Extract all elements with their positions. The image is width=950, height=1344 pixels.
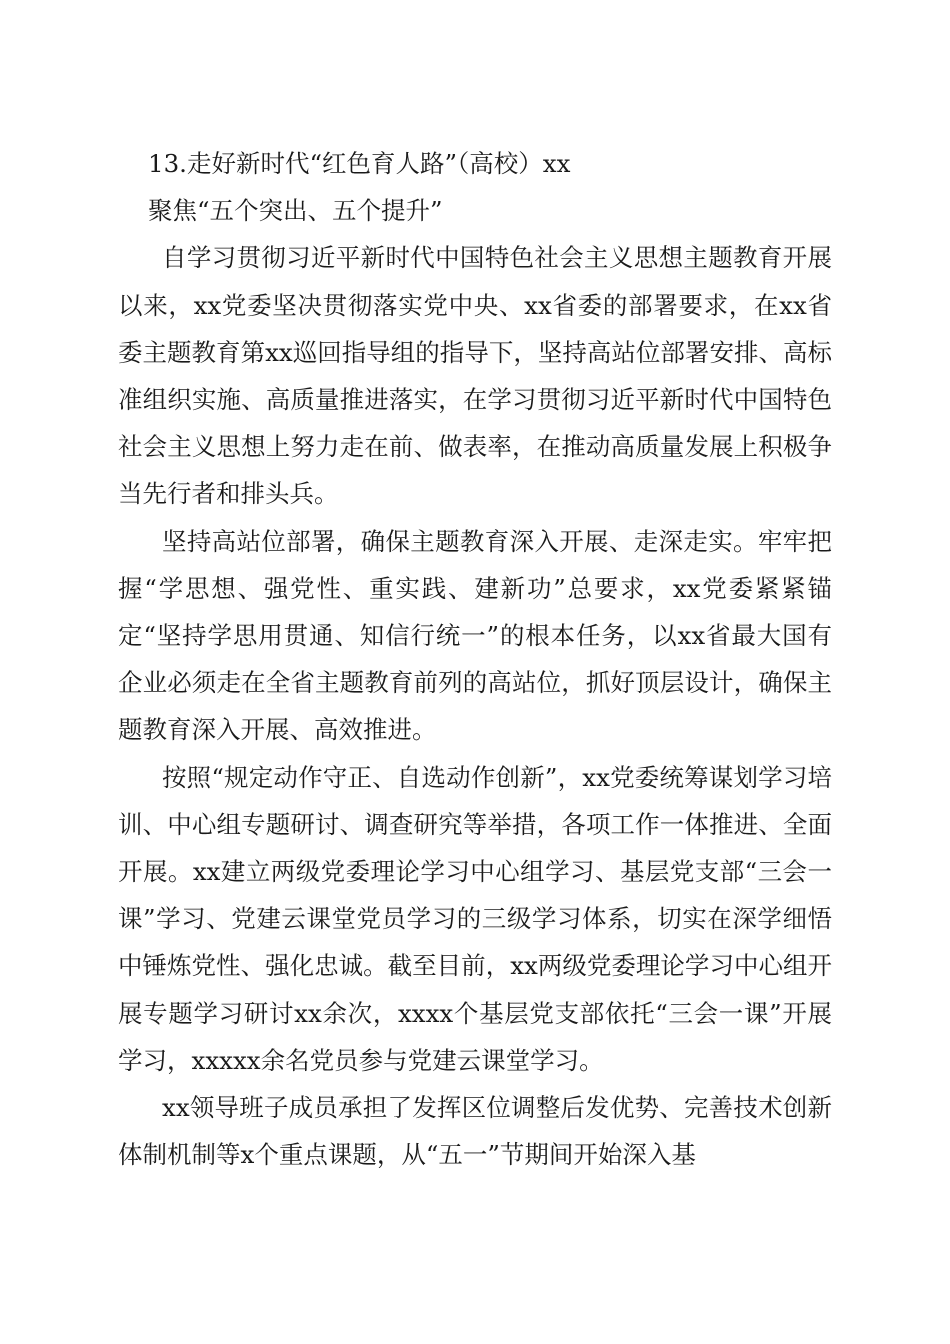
document-title: 13.走好新时代“红色育人路”（高校）xx (148, 149, 571, 178)
paragraph-required-actions: 按照“规定动作守正、自选动作创新”，xx党委统筹谋划学习培训、中心组专题研讨、调查研究等举措，各项工作一体推进、全面开展。xx建立两级党委理论学习中心组学习、基层党支部“三会一课”学习、党建云课堂党员学习的三级学习体系，切实在深学细悟中锤炼党性、强化忠诚。截至目前，xx两级党委理论学习中心组开展专题学习研讨xx余次，xxxx个基层党支部依托“三会一课”开展学习，xxxxx余名党员参与党建云课堂学习。 (118, 762, 832, 1075)
document-subtitle: 聚焦“五个突出、五个提升” (148, 196, 443, 226)
paragraph-leadership-research: xx领导班子成员承担了发挥区位调整后发优势、完善技术创新体制机制等x个重点课题，从“五一”节期间开始深入基 (118, 1093, 832, 1170)
document-body (118, 140, 832, 1178)
paragraph-high-standpoint: 坚持高站位部署，确保主题教育深入开展、走深走实。牢牢把握“学思想、强党性、重实践、建新功”总要求，xx党委紧紧锚定“坚持学思用贯通、知信行统一”的根本任务，以xx省最大国有企业必须走在全省主题教育前列的高站位，抓好顶层设计，确保主题教育深入开展、高效推进。 (118, 526, 832, 745)
paragraph-intro: 自学习贯彻习近平新时代中国特色社会主义思想主题教育开展以来，xx党委坚决贯彻落实党中央、xx省委的部署要求，在xx省委主题教育第xx巡回指导组的指导下，坚持高站位部署安排、高标准组织实施、高质量推进落实，在学习贯彻习近平新时代中国特色社会主义思想上努力走在前、做表率，在推动高质量发展上积极争当先行者和排头兵。 (118, 243, 832, 509)
